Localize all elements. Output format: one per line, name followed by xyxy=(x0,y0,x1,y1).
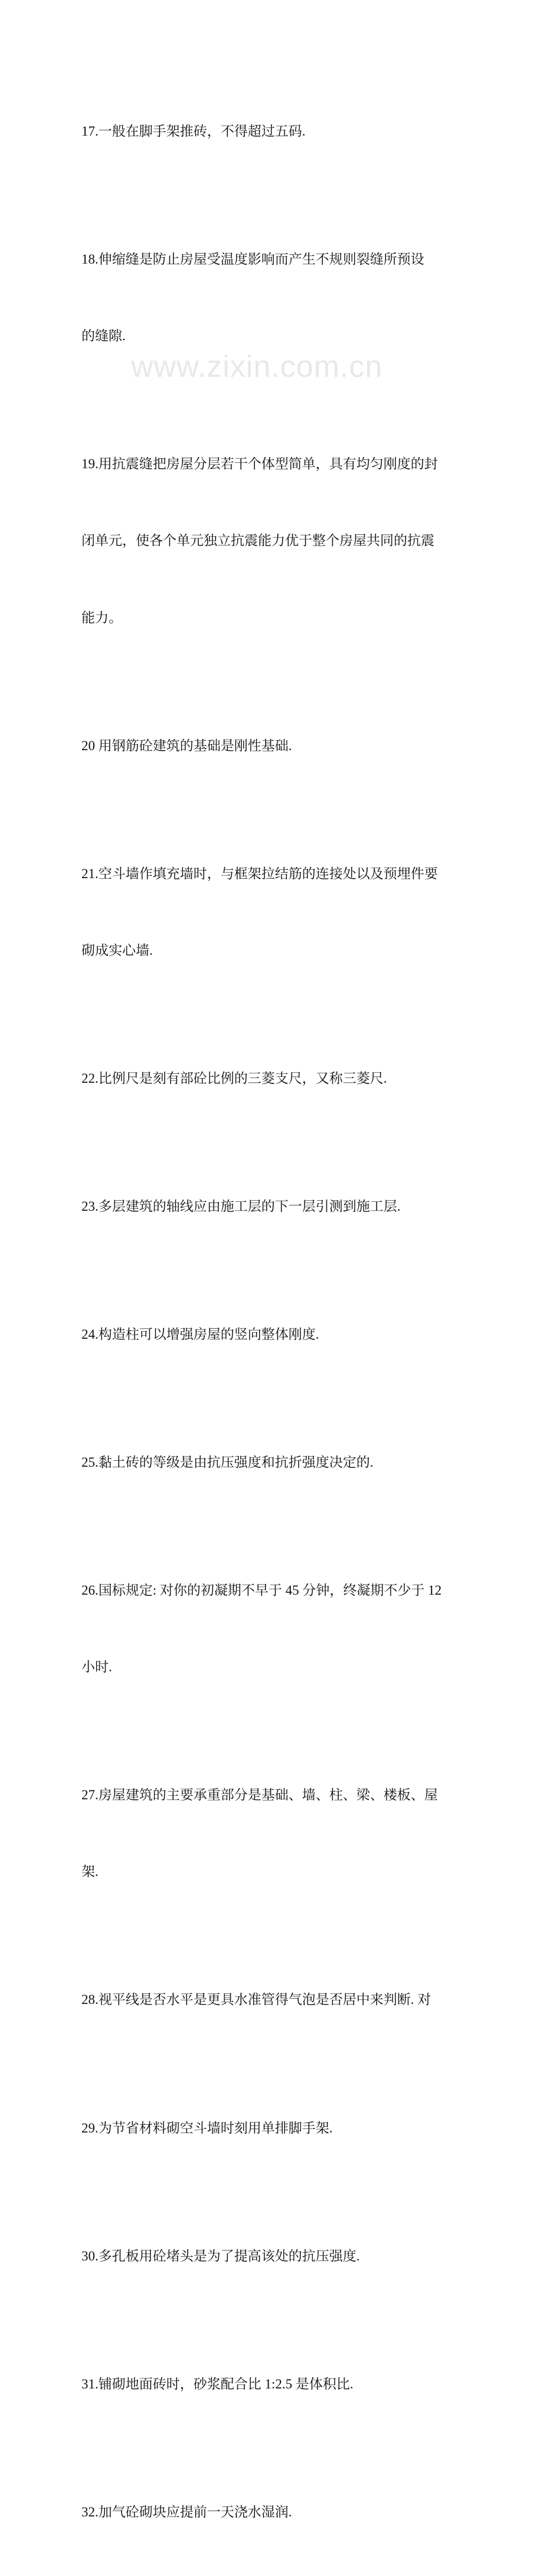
list-item-25 xyxy=(81,1398,471,1526)
list-item-20 xyxy=(81,682,471,810)
list-item-26 xyxy=(81,1526,471,1731)
list-item-17 xyxy=(81,67,471,195)
list-item-28 xyxy=(81,1936,471,2064)
list-item-line: 闭单元，使各个单元独立抗震能力优于整个房屋共同的抗震 xyxy=(81,533,434,548)
list-item-line: 小时. xyxy=(81,1660,112,1675)
list-item-line: 17.一般在脚手架推砖，不得超过五码. xyxy=(81,123,306,139)
list-item-line: 30.多孔板用砼堵头是为了提高该处的抗压强度. xyxy=(81,2248,360,2263)
list-item-line: 28.视平线是否水平是更具水准管得气泡是否居中来判断. 对 xyxy=(81,1992,431,2007)
list-item-18 xyxy=(81,195,471,400)
list-item-19 xyxy=(81,400,471,681)
list-item-line: 31.铺砌地面砖时，砂浆配合比 1:2.5 是体积比. xyxy=(81,2376,354,2391)
list-item-line: 架. xyxy=(81,1864,99,1880)
list-item-22 xyxy=(81,1014,471,1142)
list-item-line: 22.比例尺是刻有部砼比例的三菱支尺，又称三菱尺. xyxy=(81,1070,387,1086)
document-body xyxy=(81,67,471,2576)
list-item-line: 24.构造柱可以增强房屋的竖向整体刚度. xyxy=(81,1326,319,1342)
list-item-line: 21.空斗墙作填充墙时，与框架拉结筋的连接处以及预埋件要 xyxy=(81,866,438,881)
list-item-line: 29.为节省材料砌空斗墙时刻用单排脚手架. xyxy=(81,2120,333,2135)
watermark: www.zixin.com.cn xyxy=(131,350,383,384)
list-item-line: 20 用钢筋砼建筑的基础是刚性基础. xyxy=(81,738,292,753)
list-item-line: 27.房屋建筑的主要承重部分是基础、墙、柱、梁、楼板、屋 xyxy=(81,1788,438,1803)
list-item-23 xyxy=(81,1142,471,1270)
list-item-line: 18.伸缩缝是防止房屋受温度影响而产生不规则裂缝所预设 xyxy=(81,251,424,267)
list-item-line: 23.多层建筑的轴线应由施工层的下一层引测到施工层. xyxy=(81,1198,401,1214)
list-item-27 xyxy=(81,1731,471,1936)
list-item-line: 32.加气砼砌块应提前一天浇水湿润. xyxy=(81,2504,292,2519)
list-item-line: 26.国标规定: 对你的初凝期不早于 45 分钟，终凝期不少于 12 xyxy=(81,1582,442,1598)
list-item-31 xyxy=(81,2320,471,2448)
list-item-line: 19.用抗震缝把房屋分层若干个体型简单，具有均匀刚度的封 xyxy=(81,456,438,472)
list-item-32 xyxy=(81,2448,471,2576)
list-item-21 xyxy=(81,810,471,1014)
list-item-line: 25.黏土砖的等级是由抗压强度和抗折强度决定的. xyxy=(81,1454,374,1470)
list-item-24 xyxy=(81,1270,471,1398)
list-item-30 xyxy=(81,2192,471,2320)
list-item-29 xyxy=(81,2064,471,2192)
list-item-line: 的缝隙. xyxy=(81,328,126,344)
list-item-line: 能力。 xyxy=(81,610,122,625)
list-item-line: 砌成实心墙. xyxy=(81,942,153,958)
